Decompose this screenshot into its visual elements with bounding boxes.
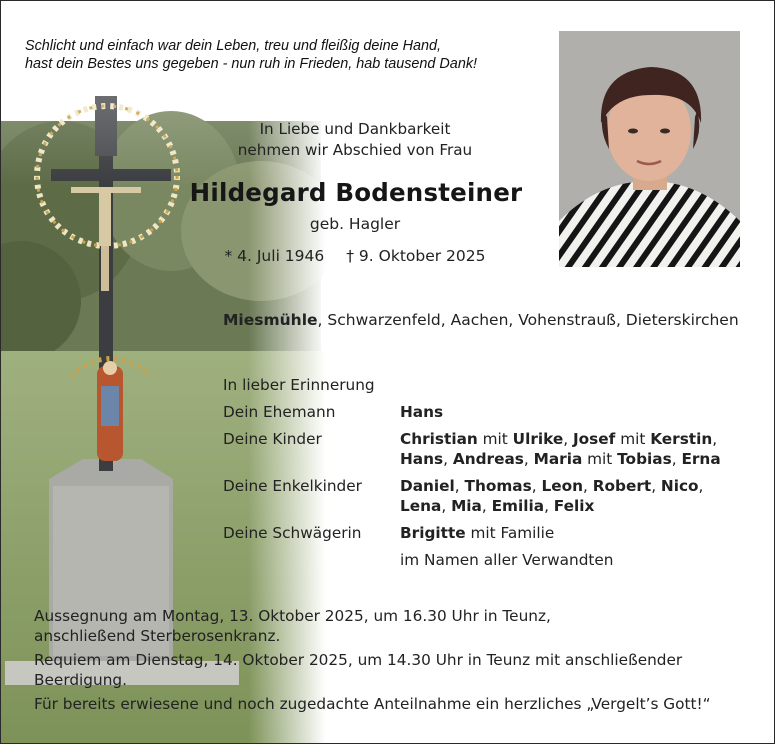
mourner-row-sister-in-law: Deine Schwägerin Brigitte mit Familie	[223, 524, 555, 542]
portrait-photo	[559, 31, 740, 267]
blessing-info: Aussegnung am Montag, 13. Oktober 2025, um 16.30 Uhr in Teunz, anschließend Sterberosenkranz.	[34, 607, 551, 645]
grandchildren-label: Deine Enkelkinder	[223, 477, 362, 495]
intro-line-1: In Liebe und Dankbarkeit	[259, 120, 451, 138]
children-names: Christian mit Ulrike, Josef mit Kerstin, Hans, Andreas, Maria mit Tobias, Erna	[400, 430, 721, 468]
deceased-name: Hildegard Bodensteiner	[189, 178, 523, 207]
mourner-row-grandchildren	[223, 476, 740, 516]
life-dates	[187, 247, 523, 265]
sister-in-law-label: Deine Schwägerin	[223, 524, 362, 542]
relatives-note: im Namen aller Verwandten	[400, 551, 614, 569]
places-line	[223, 311, 739, 329]
thanks-note: Für bereits erwiesene und noch zugedachte Anteilnahme ein herzliches „Vergelt’s Gott!“	[34, 695, 711, 713]
motto-line-1: Schlicht und einfach war dein Leben, treu und fleißig deine Hand,	[25, 38, 442, 54]
service-details	[34, 606, 754, 718]
death-date: † 9. Oktober 2025	[346, 247, 486, 265]
intro-text	[187, 119, 523, 161]
mourners-heading: In lieber Erinnerung	[223, 376, 375, 394]
birth-date: * 4. Juli 1946	[224, 247, 325, 265]
spouse-name: Hans	[400, 403, 444, 421]
spouse-label: Dein Ehemann	[223, 403, 336, 421]
children-label: Deine Kinder	[223, 430, 322, 448]
intro-line-2: nehmen wir Abschied von Frau	[237, 141, 473, 159]
mourners-heading-row	[223, 375, 740, 395]
mourner-row-children	[223, 429, 740, 469]
sister-in-law-name: Brigitte	[400, 524, 466, 542]
motto-line-2: hast dein Bestes uns gegeben - nun ruh in Frieden, hab tausend Dank!	[25, 56, 478, 72]
mourner-row-relatives	[223, 550, 740, 570]
mourners-list	[223, 375, 740, 577]
other-places: , Schwarzenfeld, Aachen, Vohenstrauß, Dieterskirchen	[317, 311, 739, 329]
mourner-row-spouse	[223, 402, 740, 422]
grandchildren-names: Daniel, Thomas, Leon, Robert, Nico, Lena, Mia, Emilia, Felix	[400, 477, 704, 515]
home-place: Miesmühle	[223, 311, 318, 329]
maiden-name: geb. Hagler	[309, 215, 401, 233]
requiem-info: Requiem am Dienstag, 14. Oktober 2025, um 14.30 Uhr in Teunz mit anschließender Beerdigung.	[34, 651, 683, 689]
motto-verse	[25, 37, 477, 73]
